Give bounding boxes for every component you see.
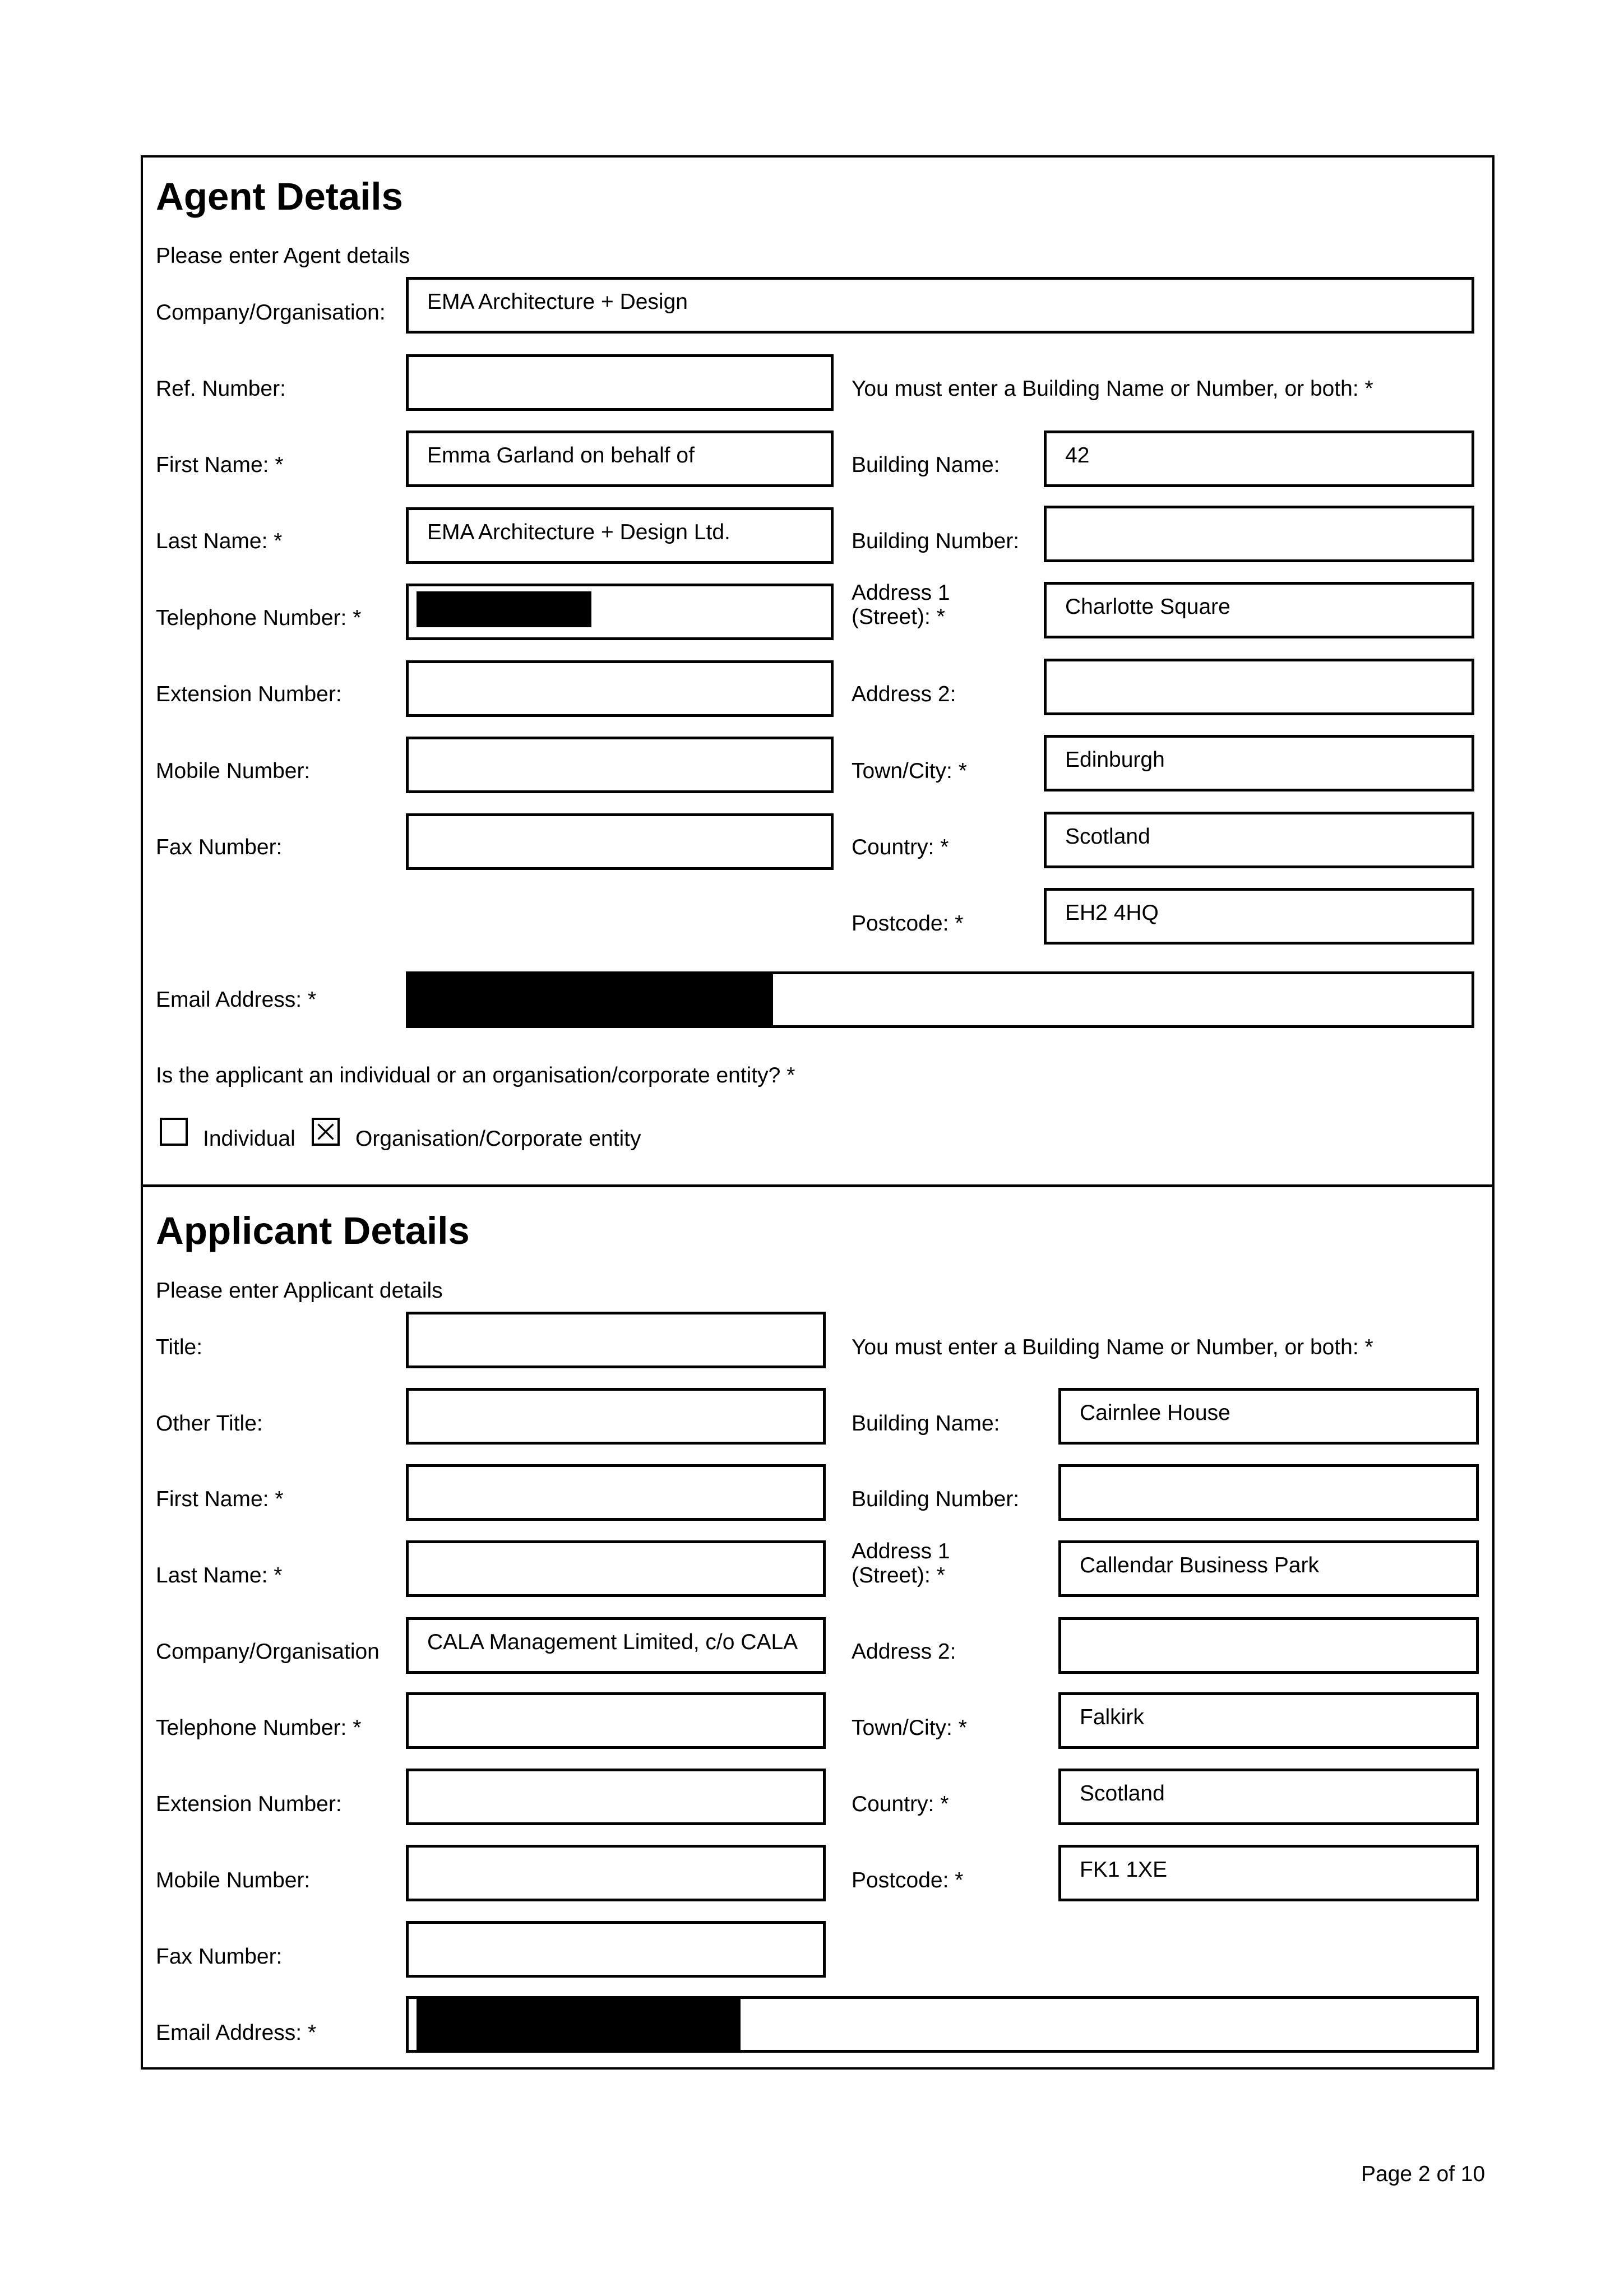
applicant-section-heading: Applicant Details [156, 1209, 470, 1252]
applicant-building-note: You must enter a Building Name or Number, or both: * [852, 1335, 1373, 1359]
applicant-extension-label: Extension Number: [156, 1792, 342, 1816]
organisation-option-label: Organisation/Corporate entity [355, 1127, 641, 1151]
agent-country-field[interactable]: Scotland [1044, 812, 1474, 868]
agent-fax-label: Fax Number: [156, 835, 283, 859]
agent-extension-field[interactable] [406, 660, 834, 717]
agent-company-field[interactable]: EMA Architecture + Design [406, 277, 1474, 334]
agent-building-note: You must enter a Building Name or Number, or both: * [852, 377, 1373, 401]
agent-town-label: Town/City: * [852, 759, 967, 783]
agent-first-name-label: First Name: * [156, 453, 284, 477]
agent-postcode-label: Postcode: * [852, 911, 964, 936]
applicant-last-name-label: Last Name: * [156, 1563, 283, 1587]
agent-address2-field[interactable] [1044, 659, 1474, 715]
applicant-address2-label: Address 2: [852, 1640, 956, 1664]
applicant-other-title-field[interactable] [406, 1388, 826, 1445]
applicant-company-label: Company/Organisation [156, 1640, 380, 1664]
page-indicator: Page 2 of 10 [1361, 2162, 1486, 2186]
agent-telephone-redaction [417, 591, 591, 627]
applicant-telephone-label: Telephone Number: * [156, 1716, 362, 1740]
applicant-other-title-label: Other Title: [156, 1411, 263, 1436]
agent-intro-text: Please enter Agent details [156, 244, 410, 268]
applicant-postcode-label: Postcode: * [852, 1868, 964, 1892]
applicant-town-field[interactable]: Falkirk [1058, 1692, 1479, 1749]
agent-company-label: Company/Organisation: [156, 300, 386, 325]
agent-first-name-field[interactable]: Emma Garland on behalf of [406, 430, 834, 487]
applicant-country-field[interactable]: Scotland [1058, 1769, 1479, 1825]
agent-fax-field[interactable] [406, 813, 834, 870]
agent-mobile-label: Mobile Number: [156, 759, 311, 783]
agent-telephone-label: Telephone Number: * [156, 606, 362, 630]
section-divider [141, 1184, 1495, 1187]
agent-address2-label: Address 2: [852, 682, 956, 706]
agent-mobile-field[interactable] [406, 737, 834, 793]
applicant-mobile-field[interactable] [406, 1845, 826, 1901]
agent-address1-label-line2: (Street): * [852, 605, 945, 629]
applicant-email-label: Email Address: * [156, 2021, 317, 2045]
applicant-title-field[interactable] [406, 1312, 826, 1368]
individual-checkbox[interactable] [160, 1118, 188, 1146]
applicant-telephone-field[interactable] [406, 1692, 826, 1749]
applicant-company-field[interactable]: CALA Management Limited, c/o CALA [406, 1617, 826, 1674]
agent-town-field[interactable]: Edinburgh [1044, 735, 1474, 791]
agent-address1-label-line1: Address 1 [852, 581, 950, 605]
agent-building-name-label: Building Name: [852, 453, 1000, 477]
applicant-building-name-field[interactable]: Cairnlee House [1058, 1388, 1479, 1445]
agent-email-redaction [408, 973, 773, 1026]
applicant-title-label: Title: [156, 1335, 203, 1359]
organisation-checkbox[interactable] [312, 1118, 340, 1146]
agent-last-name-label: Last Name: * [156, 529, 283, 553]
applicant-extension-field[interactable] [406, 1769, 826, 1825]
agent-email-label: Email Address: * [156, 988, 317, 1012]
applicant-first-name-field[interactable] [406, 1464, 826, 1521]
applicant-address1-label-line2: (Street): * [852, 1563, 945, 1587]
agent-ref-number-field[interactable] [406, 354, 834, 411]
applicant-fax-field[interactable] [406, 1921, 826, 1978]
checkmark-x-icon [314, 1120, 337, 1144]
applicant-building-number-label: Building Number: [852, 1487, 1020, 1511]
applicant-address1-field[interactable]: Callendar Business Park [1058, 1540, 1479, 1597]
agent-section-heading: Agent Details [156, 175, 403, 218]
applicant-fax-label: Fax Number: [156, 1945, 283, 1969]
agent-building-number-label: Building Number: [852, 529, 1020, 553]
applicant-type-question: Is the applicant an individual or an organisation/corporate entity? * [156, 1063, 795, 1087]
applicant-town-label: Town/City: * [852, 1716, 967, 1740]
applicant-last-name-field[interactable] [406, 1540, 826, 1597]
applicant-address2-field[interactable] [1058, 1617, 1479, 1674]
agent-building-name-field[interactable]: 42 [1044, 430, 1474, 487]
applicant-intro-text: Please enter Applicant details [156, 1279, 443, 1303]
individual-option-label: Individual [203, 1127, 295, 1151]
applicant-email-redaction [417, 1998, 741, 2051]
applicant-country-label: Country: * [852, 1792, 949, 1816]
agent-ref-number-label: Ref. Number: [156, 377, 286, 401]
agent-address1-field[interactable]: Charlotte Square [1044, 582, 1474, 638]
applicant-mobile-label: Mobile Number: [156, 1868, 311, 1892]
agent-last-name-field[interactable]: EMA Architecture + Design Ltd. [406, 507, 834, 564]
agent-building-number-field[interactable] [1044, 506, 1474, 562]
applicant-first-name-label: First Name: * [156, 1487, 284, 1511]
agent-postcode-field[interactable]: EH2 4HQ [1044, 888, 1474, 945]
agent-country-label: Country: * [852, 835, 949, 859]
applicant-address1-label-line1: Address 1 [852, 1539, 950, 1563]
applicant-building-name-label: Building Name: [852, 1411, 1000, 1436]
applicant-building-number-field[interactable] [1058, 1464, 1479, 1521]
agent-extension-label: Extension Number: [156, 682, 342, 706]
applicant-postcode-field[interactable]: FK1 1XE [1058, 1845, 1479, 1901]
